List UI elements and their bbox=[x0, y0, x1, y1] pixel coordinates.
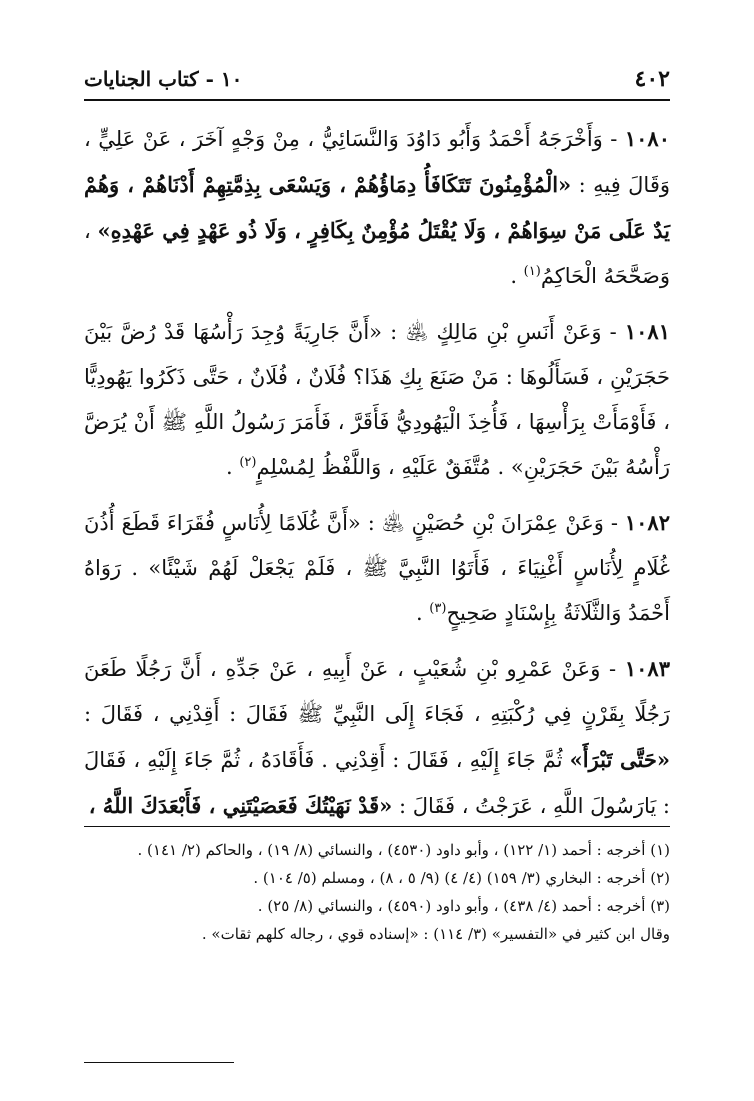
hadith-source: . رَوَاهُ أَحْمَدُ وَالثَّلَاثَةُ بِإِسْنَادٍ صَحِيحٍ bbox=[84, 556, 670, 625]
footnote-ref[interactable]: (٢) bbox=[239, 455, 257, 470]
hadith-1083 bbox=[84, 646, 670, 829]
page-number: ٤٠٢ bbox=[634, 66, 670, 92]
footnote-divider bbox=[84, 826, 670, 827]
hadith-quote: «أَنَّ غُلَامًا لِأُنَاسٍ فُقَرَاءَ قَطَعَ أُذُنَ غُلَامٍ لِأُنَاسٍ أَغْنِيَاءَ ، فَأَتَوُا النَّبِيَّ ﷺ ، فَلَمْ يَجْعَلْ لَهُمْ شَيْئًا» bbox=[84, 511, 670, 580]
page-header bbox=[84, 62, 670, 96]
main-text bbox=[84, 116, 670, 839]
header-divider bbox=[84, 99, 670, 101]
hadith-intro: - وَعَنْ عِمْرَانَ بْنِ حُصَيْنٍ ﵁ : bbox=[360, 511, 625, 535]
hadith-number: ١٠٨٠ bbox=[624, 126, 670, 151]
bottom-divider bbox=[84, 1062, 234, 1063]
footnotes bbox=[84, 836, 670, 948]
footnote-ref[interactable]: (٣) bbox=[429, 601, 447, 616]
chapter-title: ١٠ - كتاب الجنايات bbox=[84, 67, 243, 91]
hadith-narration: ثُمَّ جَاءَ إِلَيْهِ ، فَقَالَ : أَقِدْنِي . فَأَقَادَهُ ، ثُمَّ جَاءَ إِلَيْهِ ، فَقَالَ : يَارَسُولَ اللَّهِ ، عَرَجْتُ ، فَقَالَ : bbox=[84, 748, 670, 818]
hadith-1082 bbox=[84, 500, 670, 636]
hadith-number: ١٠٨١ bbox=[624, 319, 670, 344]
footnote-2: (٢) أخرجه : البخاري (٣/ ١٥٩) (٤/ ٤) (٩/ ٥ ، ٨) ، ومسلم (٥/ ١٠٤) . bbox=[253, 869, 670, 887]
footnote-3-note: وقال ابن كثير في «التفسير» (٣/ ١١٤) : «إسناده قوي ، رجاله كلهم ثقات» . bbox=[201, 925, 670, 943]
hadith-intro: - وَعَنْ أَنَسِ بْنِ مَالِكٍ ﵁ : bbox=[382, 320, 625, 344]
hadith-source: . مُتَّفَقٌ عَلَيْهِ ، وَاللَّفْظُ لِمُسْلِمٍ bbox=[256, 455, 511, 479]
footnote-ref[interactable]: (١) bbox=[523, 264, 541, 279]
footnote-1: (١) أخرجه : أحمد (١/ ١٢٢) ، وأبو داود (٤٥٣٠) ، والنسائي (٨/ ١٩) ، والحاكم (٢/ ١٤١) . bbox=[137, 841, 670, 859]
hadith-number: ١٠٨٣ bbox=[624, 656, 670, 681]
hadith-number: ١٠٨٢ bbox=[624, 510, 670, 535]
hadith-end: . bbox=[225, 455, 240, 479]
hadith-source: ، وَصَحَّحَهُ الْحَاكِمُ bbox=[84, 219, 670, 288]
hadith-quote-continued: «قَدْ نَهَيْتُكَ فَعَصَيْتَنِي ، فَأَبْعَدَكَ اللَّهُ ، bbox=[88, 793, 393, 818]
hadith-quote: «الْمُؤْمِنُونَ تَتَكَافَأُ دِمَاؤُهُمْ ، وَيَسْعَى بِذِمَّتِهِمْ أَدْنَاهُمْ ، وَهُمْ يَدٌ عَلَى مَنْ سِوَاهُمْ ، وَلَا يُقْتَلُ مُؤْمِنٌ بِكَافِرٍ ، وَلَا ذُو عَهْدٍ فِي عَهْدِهِ» bbox=[84, 172, 670, 243]
hadith-end: . bbox=[415, 601, 430, 625]
hadith-intro: - وَأَخْرَجَهُ أَحْمَدُ وَأَبُو دَاوُدَ وَالنَّسَائِيُّ ، مِنْ وَجْهٍ آخَرَ ، عَنْ عَلِيٍّ ، وَقَالَ فِيهِ : bbox=[84, 127, 671, 197]
hadith-1080 bbox=[84, 116, 670, 299]
hadith-quote: «أَنَّ جَارِيَةً وُجِدَ رَأْسُهَا قَدْ رُضَّ بَيْنَ حَجَرَيْنِ ، فَسَأَلُوهَا : مَنْ صَنَعَ بِكِ هَذَا؟ فُلَانٌ ، فُلَانٌ ، حَتَّى ذَكَرُوا يَهُودِيًّا ، فَأَوْمَأَتْ بِرَأْسِهَا ، فَأُخِذَ الْيَهُودِيُّ فَأَقَرَّ ، فَأَمَرَ رَسُولُ اللَّهِ ﷺ أَنْ يُرَضَّ رَأْسُهُ بَيْنَ حَجَرَيْنِ» bbox=[84, 320, 670, 479]
footnote-3: (٣) أخرجه : أحمد (٤/ ٤٣٨) ، وأبو داود (٤٥٩٠) ، والنسائي (٨/ ٢٥) . bbox=[257, 897, 670, 915]
hadith-intro: - وَعَنْ عَمْرِو بْنِ شُعَيْبٍ ، عَنْ أَبِيهِ ، عَنْ جَدِّهِ ، أَنَّ رَجُلًا طَعَنَ رَجُلًا بِقَرْنٍ فِي رُكْبَتِهِ ، فَجَاءَ إِلَى النَّبِيِّ ﷺ فَقَالَ : أَقِدْنِي ، فَقَالَ : bbox=[84, 657, 670, 726]
hadith-end: . bbox=[510, 264, 524, 288]
hadith-quote: «حَتَّى تَبْرَأَ» bbox=[569, 747, 670, 772]
hadith-1081 bbox=[84, 309, 670, 490]
